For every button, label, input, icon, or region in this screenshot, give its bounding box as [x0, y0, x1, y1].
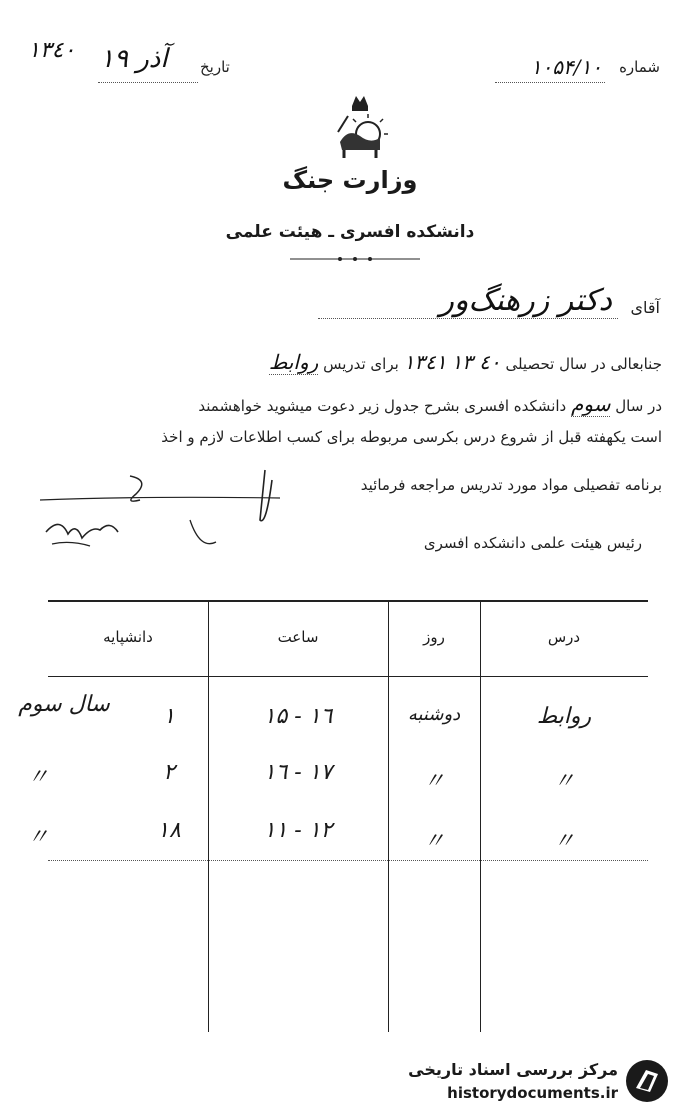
body-text: در سال — [615, 397, 662, 415]
table-column-divider — [480, 602, 481, 1032]
ministry-title: وزارت جنگ — [282, 166, 418, 194]
schedule-table — [18, 600, 648, 1032]
table-header-level: دانشپایه — [103, 628, 153, 646]
number-label: شماره — [619, 58, 660, 76]
body-line-4: برنامه تفصیلی مواد مورد تدریس مراجعه فرمائید — [360, 476, 662, 494]
table-cell-level: سال سوم — [18, 692, 110, 717]
table-cell-count: ۱ — [163, 704, 175, 729]
table-cell-time: ۱٦ - ۱۷ — [263, 760, 333, 785]
body-line-2 — [198, 392, 662, 417]
table-cell-day: 〃 — [422, 829, 445, 854]
table-cell-level: 〃 — [26, 825, 49, 850]
addressee-name: دکتر زرهنگ‌ور — [439, 283, 612, 318]
addressee-underline — [318, 318, 618, 319]
table-column-divider — [388, 602, 389, 1032]
date-label: تاریخ — [200, 58, 230, 76]
handwritten-signature — [40, 460, 300, 570]
archive-logo-icon — [624, 1058, 670, 1104]
date-year: ۱۳٤٠ — [28, 38, 76, 63]
table-top-rule — [48, 600, 648, 602]
body-text: جنابعالی در سال تحصیلی — [505, 355, 662, 373]
ornamental-divider — [290, 256, 420, 262]
table-cell-count: ۱۸ — [157, 818, 181, 843]
table-cell-lesson: روابط — [536, 704, 592, 729]
table-header-time: ساعت — [277, 628, 319, 646]
table-cell-lesson: 〃 — [552, 769, 575, 794]
faculty-title: دانشکده افسری ـ هیئت علمی — [225, 222, 475, 242]
table-cell-level: 〃 — [26, 765, 49, 790]
table-cell-day: 〃 — [422, 769, 445, 794]
archive-title: مرکز بررسی اسناد تاریخی — [408, 1060, 618, 1079]
table-bottom-rule — [48, 860, 648, 861]
body-text: برای تدریس — [323, 355, 399, 373]
signatory-title: رئیس هیئت علمی دانشکده افسری — [423, 534, 642, 552]
number-underline — [495, 82, 605, 83]
table-cell-time: ۱۱ - ۱۲ — [263, 818, 333, 843]
table-cell-time: ۱۵ - ۱٦ — [263, 704, 333, 729]
subject-value: روابط — [268, 350, 319, 374]
table-header-rule — [48, 676, 648, 677]
body-line-3: است یکهفته قبل از شروع درس بکرسی مربوطه برای کسب اطلاعات لازم و اخذ — [161, 428, 662, 446]
date-underline — [98, 82, 198, 83]
table-header-day: روز — [423, 628, 445, 646]
table-cell-lesson: 〃 — [552, 829, 575, 854]
archive-url[interactable]: historydocuments.ir — [447, 1084, 618, 1102]
table-column-divider — [208, 602, 209, 1032]
table-cell-day: دوشنبه — [407, 704, 461, 725]
number-value: ۱۰۵۴/۱۰ — [530, 55, 602, 79]
class-year-value: سوم — [571, 392, 611, 416]
table-cell-count: ۲ — [163, 760, 175, 785]
academic-year-end: ۱۳٤۱ — [403, 350, 447, 374]
body-text: دانشکده افسری بشرح جدول زیر دعوت میشوید خواهشمند — [198, 397, 567, 415]
addressee-label: آقای — [630, 298, 660, 317]
body-line-1 — [269, 350, 662, 375]
academic-year-start: ٤٠ ۱۳ — [451, 350, 501, 374]
date-value: آذر ۱۹ — [100, 44, 168, 74]
lion-and-sun-emblem-icon — [330, 92, 390, 162]
table-header-lesson: درس — [547, 628, 581, 646]
